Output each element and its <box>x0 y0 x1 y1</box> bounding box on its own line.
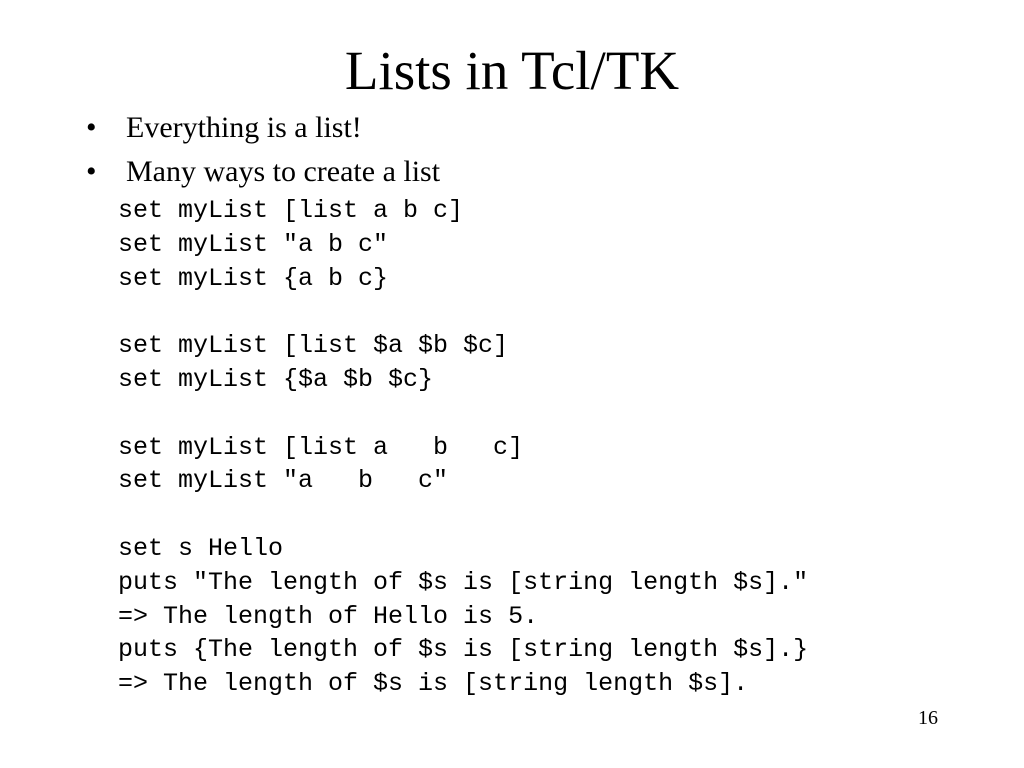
code-output-line: => The length of Hello is 5. <box>118 601 539 631</box>
bullet-item <box>86 150 440 194</box>
code-line: set myList [list a b c] <box>118 196 464 225</box>
bullet-text: Everything is a list! <box>126 111 362 144</box>
code-line-blank <box>118 397 808 431</box>
code-line: set myList "a b c" <box>118 466 449 496</box>
code-line-blank <box>118 498 808 532</box>
code-line: set s Hello <box>118 533 284 563</box>
bullet-item <box>86 106 440 150</box>
code-block <box>118 194 808 701</box>
bullet-list <box>86 106 440 194</box>
code-line: puts "The length of $s is [string length $s]." <box>118 567 809 597</box>
code-line: set myList [list $a $b $c] <box>118 331 509 361</box>
code-line-blank <box>118 295 808 329</box>
bullet-text: Many ways to create a list <box>126 155 441 188</box>
code-line: set myList [list a b c] <box>118 432 524 462</box>
page-number: 16 <box>918 707 938 729</box>
code-output-line: => The length of $s is [string length $s]. <box>118 669 749 699</box>
code-line: set myList {a b c} <box>118 263 389 293</box>
slide-title: Lists in Tcl/TK <box>344 40 680 101</box>
code-line: puts {The length of $s is [string length $s].} <box>118 635 809 665</box>
bullet-dot-icon: • <box>86 111 97 144</box>
code-line: set myList "a b c" <box>118 229 389 259</box>
bullet-dot-icon: • <box>86 155 97 188</box>
code-line: set myList {$a $b $c} <box>118 364 434 394</box>
